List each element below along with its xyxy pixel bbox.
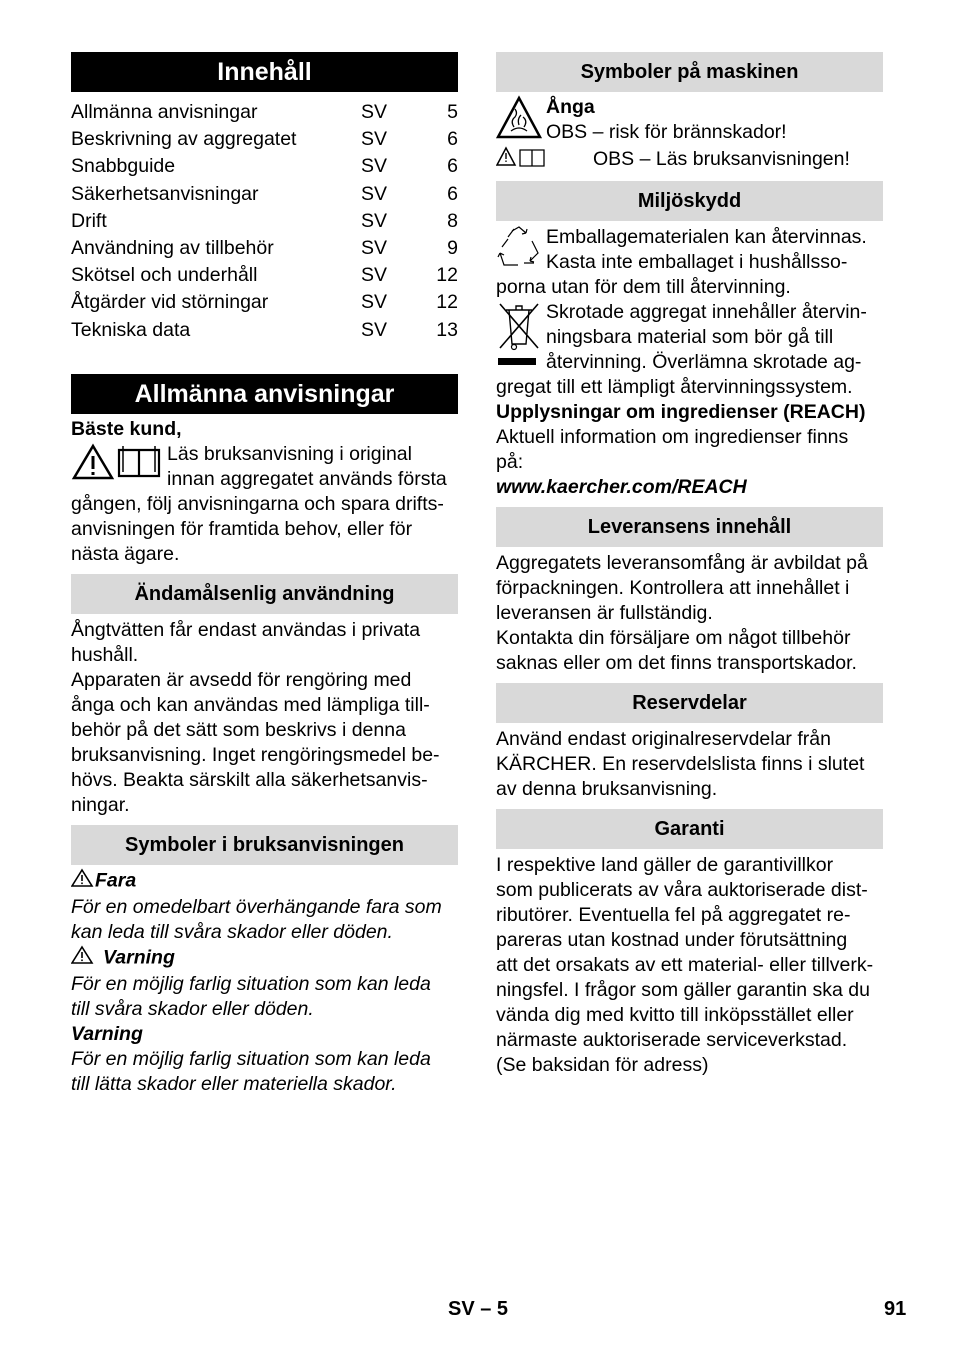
toc-page: 8 bbox=[447, 209, 458, 232]
warranty-line: ningsfel. I frågor som gäller garantin ska du bbox=[496, 979, 870, 1001]
toc-lang: SV bbox=[361, 182, 388, 205]
delivery-line: saknas eller om det finns transportskador. bbox=[496, 652, 857, 674]
weee-line-1: Skrotade aggregat innehåller återvin- bbox=[546, 301, 867, 323]
delivery-line: Aggregatets leveransomfång är avbildat på bbox=[496, 552, 868, 574]
recycle-line-1: Emballagematerialen kan återvinnas. bbox=[546, 226, 867, 248]
toc-lang: SV bbox=[361, 318, 388, 341]
general-rest-1: gången, följ anvisningarna och spara drifts- bbox=[71, 492, 444, 515]
varsamhet-line-1: För en möjlig farlig situation som kan leda bbox=[71, 1047, 431, 1070]
recycle-block bbox=[496, 225, 883, 275]
intended-line: hushåll. bbox=[71, 643, 139, 666]
intended-line: bruksanvisning. Inget rengöringsmedel be- bbox=[71, 743, 440, 766]
varsamhet-line-2: till lätta skador eller materiella skador. bbox=[71, 1072, 397, 1095]
fara-line-2: kan leda till svåra skador eller döden. bbox=[71, 920, 393, 943]
warranty-line: att det orsakats av ett material- eller tillverk- bbox=[496, 954, 874, 976]
intended-line: Apparaten är avsedd för rengöring med bbox=[71, 668, 412, 691]
weee-line-2: ningsbara material som bör gå till bbox=[546, 326, 834, 348]
warranty-line: (Se baksidan för adress) bbox=[496, 1054, 709, 1076]
intended-line: hövs. Beakta särskilt alla säkerhetsanvis- bbox=[71, 768, 428, 791]
toc-row[interactable] bbox=[71, 181, 458, 208]
varsamhet-label: Varning bbox=[71, 1022, 143, 1045]
toc-page: 6 bbox=[447, 155, 458, 178]
toc-lang: SV bbox=[361, 291, 388, 314]
toc-title: Säkerhetsanvisningar bbox=[71, 182, 259, 205]
toc-page: 6 bbox=[447, 182, 458, 205]
delivery-line: Kontakta din försäljare om något tillbehör bbox=[496, 627, 851, 649]
spares-heading: Reservdelar bbox=[496, 683, 883, 723]
toc-row[interactable] bbox=[71, 235, 458, 262]
toc-page: 13 bbox=[436, 318, 458, 341]
intended-text bbox=[71, 618, 458, 818]
toc-title: Användning av tillbehör bbox=[71, 237, 274, 260]
warning-read-manual-icon bbox=[71, 442, 163, 487]
general-rest-3: nästa ägare. bbox=[71, 542, 180, 565]
delivery-line: leveransen är fullständig. bbox=[496, 602, 713, 624]
intended-line: behör på det sätt som beskrivs i denna bbox=[71, 718, 406, 741]
symbols-manual-heading: Symboler i bruksanvisningen bbox=[71, 825, 458, 865]
toc-title: Skötsel och underhåll bbox=[71, 264, 258, 287]
toc-row[interactable] bbox=[71, 317, 458, 344]
toc-page: 9 bbox=[447, 237, 458, 260]
toc-title: Åtgärder vid störningar bbox=[71, 291, 269, 314]
warranty-line: vända dig med kvitto till inköpsstället eller bbox=[496, 1004, 854, 1026]
toc-row[interactable] bbox=[71, 153, 458, 180]
toc-page: 6 bbox=[447, 128, 458, 151]
toc-title: Tekniska data bbox=[71, 318, 191, 341]
footer-section: SV – 5 bbox=[448, 1298, 509, 1320]
general-line-1: Läs bruksanvisning i original bbox=[167, 442, 412, 465]
toc-lang: SV bbox=[361, 101, 388, 123]
recycle-rest: porna utan för dem till återvinning. bbox=[496, 276, 791, 298]
toc-heading: Innehåll bbox=[71, 52, 458, 92]
toc-title: Drift bbox=[71, 209, 107, 232]
delivery-line: förpackningen. Kontrollera att innehållet i bbox=[496, 577, 850, 599]
read-manual-symbol-block bbox=[496, 146, 883, 173]
warning-triangle-icon bbox=[71, 945, 103, 972]
fara-label bbox=[71, 868, 458, 895]
varning-line-1: För en möjlig farlig situation som kan leda bbox=[71, 972, 431, 995]
reach-line-2: på: bbox=[496, 451, 524, 473]
intended-line: Ångtvätten får endast användas i privata bbox=[71, 618, 421, 641]
toc-title: Allmänna anvisningar bbox=[71, 101, 258, 123]
hot-steam-warning-icon bbox=[496, 95, 542, 146]
warning-triangle-icon bbox=[71, 868, 95, 895]
toc-row[interactable] bbox=[71, 126, 458, 153]
weee-line-3: återvinning. Överlämna skrotade ag- bbox=[546, 351, 862, 373]
toc-row[interactable] bbox=[71, 208, 458, 235]
toc-row[interactable] bbox=[71, 99, 458, 126]
toc-row[interactable] bbox=[71, 289, 458, 316]
spares-line: Använd endast originalreservdelar från bbox=[496, 728, 831, 750]
fara-label-text: Fara bbox=[95, 869, 137, 892]
left-column bbox=[71, 52, 458, 1097]
toc-lang: SV bbox=[361, 155, 388, 178]
intended-line: ånga och kan användas med lämpliga till- bbox=[71, 693, 430, 716]
spares-line: KÄRCHER. En reservdelslista finns i slutet bbox=[496, 753, 865, 775]
general-notice bbox=[71, 442, 458, 492]
varning-line-2: till svåra skador eller döden. bbox=[71, 997, 314, 1020]
manual-text: OBS – Läs bruksanvisningen! bbox=[593, 148, 850, 170]
warranty-heading: Garanti bbox=[496, 809, 883, 849]
delivery-heading: Leveransens innehåll bbox=[496, 507, 883, 547]
toc-page: 12 bbox=[436, 264, 458, 287]
general-line-2: innan aggregatet används första bbox=[167, 467, 447, 490]
weee-block bbox=[496, 300, 883, 375]
steam-symbol-block bbox=[496, 95, 883, 146]
warranty-line: pareras utan kostnad under förutsättning bbox=[496, 929, 848, 951]
warranty-line: I respektive land gäller de garantivillkor bbox=[496, 854, 834, 876]
reach-heading: Upplysningar om ingredienser (REACH) bbox=[496, 401, 866, 423]
steam-text: OBS – risk för brännskador! bbox=[546, 121, 787, 143]
delivery-text bbox=[496, 551, 883, 676]
toc-title: Beskrivning av aggregatet bbox=[71, 128, 297, 151]
spares-text bbox=[496, 727, 883, 802]
toc-page: 5 bbox=[447, 101, 458, 123]
toc-row[interactable] bbox=[71, 262, 458, 289]
toc-list bbox=[71, 99, 458, 344]
reach-line-1: Aktuell information om ingredienser finns bbox=[496, 426, 849, 448]
toc-lang: SV bbox=[361, 237, 388, 260]
intended-line: ningar. bbox=[71, 793, 130, 816]
toc-lang: SV bbox=[361, 128, 388, 151]
recycle-line-2: Kasta inte emballaget i hushållsso- bbox=[546, 251, 848, 273]
recycle-icon bbox=[496, 225, 542, 274]
spares-line: av denna bruksanvisning. bbox=[496, 778, 718, 800]
toc-lang: SV bbox=[361, 209, 388, 232]
environment-heading: Miljöskydd bbox=[496, 181, 883, 221]
varning-label-text: Varning bbox=[103, 946, 175, 969]
crossed-out-bin-icon bbox=[496, 300, 542, 375]
symbols-machine-heading: Symboler på maskinen bbox=[496, 52, 883, 92]
intended-heading: Ändamålsenlig användning bbox=[71, 574, 458, 614]
toc-lang: SV bbox=[361, 264, 388, 287]
varning-label bbox=[71, 945, 458, 972]
right-column bbox=[496, 52, 883, 1078]
warranty-line: som publicerats av våra auktoriserade dist- bbox=[496, 879, 868, 901]
general-rest-2: anvisningen för framtida behov, eller för bbox=[71, 517, 413, 540]
reach-link[interactable]: www.kaercher.com/REACH bbox=[496, 476, 747, 498]
weee-rest: gregat till ett lämpligt återvinningssystem. bbox=[496, 376, 853, 398]
steam-label: Ånga bbox=[546, 96, 595, 118]
symbols-manual-body bbox=[71, 868, 458, 1097]
warning-read-manual-icon bbox=[496, 146, 593, 173]
warranty-line: närmaste auktoriserade serviceverkstad. bbox=[496, 1029, 848, 1051]
warranty-text bbox=[496, 853, 883, 1078]
general-heading: Allmänna anvisningar bbox=[71, 374, 458, 414]
toc-page: 12 bbox=[436, 291, 458, 314]
warranty-line: ributörer. Eventuella fel på aggregatet re- bbox=[496, 904, 851, 926]
toc-title: Snabbguide bbox=[71, 155, 176, 178]
fara-line-1: För en omedelbart överhängande fara som bbox=[71, 895, 442, 918]
greeting: Bäste kund, bbox=[71, 417, 182, 440]
footer-page-number: 91 bbox=[884, 1298, 907, 1320]
